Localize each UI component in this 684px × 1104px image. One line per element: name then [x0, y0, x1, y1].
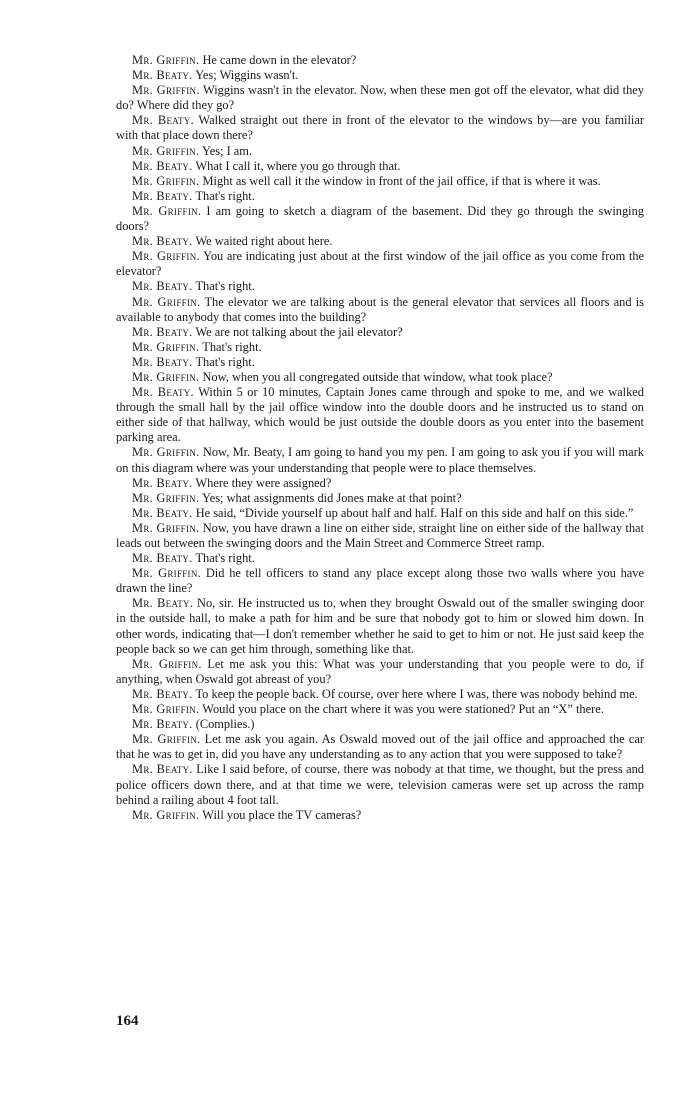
testimony-paragraph: [116, 506, 644, 521]
speech-text: That's right.: [195, 354, 255, 369]
testimony-paragraph: [116, 657, 644, 687]
speech-text: To keep the people back. Of course, over here where I was, there was nobody behind me.: [195, 686, 638, 701]
speech-text: That's right.: [202, 339, 262, 354]
speaker-label: Mr. Griffin.: [132, 294, 201, 309]
speaker-label: Mr. Beaty.: [132, 596, 194, 611]
speaker-label: Mr. Griffin.: [132, 369, 200, 384]
testimony-paragraph: [116, 53, 644, 68]
speech-text: Within 5 or 10 minutes, Captain Jones came through and spoke to me, and we walked through the small hall by the jail office window into the double doors and he instructed us to stand on either side of that hallway, which would be just outside the double doors as you enter into the basement parking area.: [116, 385, 644, 445]
testimony-paragraph: [116, 385, 644, 445]
speaker-label: Mr. Beaty.: [132, 475, 193, 490]
speaker-label: Mr. Griffin.: [132, 173, 200, 188]
speech-text: Would you place on the chart where it was you were stationed? Put an “X” there.: [202, 702, 604, 717]
testimony-paragraph: [116, 491, 644, 506]
testimony-paragraph: [116, 521, 644, 551]
testimony-paragraph: [116, 279, 644, 294]
speaker-label: Mr. Griffin.: [132, 656, 202, 671]
speaker-label: Mr. Beaty.: [132, 68, 193, 83]
speaker-label: Mr. Beaty.: [132, 158, 193, 173]
speaker-label: Mr. Beaty.: [132, 385, 194, 400]
testimony-paragraph: [116, 566, 644, 596]
speech-text: Might as well call it the window in front of the jail office, if that is where it was.: [202, 173, 601, 188]
testimony-paragraph: [116, 702, 644, 717]
speech-text: We waited right about here.: [195, 234, 333, 249]
speaker-label: Mr. Griffin.: [132, 520, 200, 535]
testimony-paragraph: [116, 295, 644, 325]
testimony-paragraph: [116, 234, 644, 249]
page-number: 164: [116, 1013, 139, 1029]
speaker-label: Mr. Griffin.: [132, 203, 202, 218]
testimony-paragraph: [116, 340, 644, 355]
speech-text: I am going to sketch a diagram of the basement. Did they go through the swinging doors?: [116, 203, 644, 234]
speaker-label: Mr. Griffin.: [132, 732, 201, 747]
speech-text: Let me ask you this: What was your understanding that you people were to do, if anything, when Oswald got abreast of you?: [116, 656, 644, 686]
testimony-paragraph: [116, 189, 644, 204]
testimony-paragraph: [116, 476, 644, 491]
speaker-label: Mr. Beaty.: [132, 551, 193, 566]
speech-text: What I call it, where you go through that.: [195, 158, 401, 173]
speaker-label: Mr. Beaty.: [132, 762, 193, 777]
speech-text: We are not talking about the jail elevator?: [195, 324, 403, 339]
speaker-label: Mr. Griffin.: [132, 807, 200, 822]
speech-text: He said, “Divide yourself up about half and half. Half on this side and half on this side.”: [195, 505, 634, 520]
testimony-paragraph: [116, 687, 644, 702]
speech-text: (Complies.): [195, 717, 255, 732]
testimony-paragraph: [116, 144, 644, 159]
testimony-paragraph: [116, 717, 644, 732]
speech-text: Where they were assigned?: [195, 475, 332, 490]
speech-text: Yes; I am.: [202, 143, 253, 158]
speaker-label: Mr. Beaty.: [132, 354, 193, 369]
speaker-label: Mr. Griffin.: [132, 83, 200, 98]
speaker-label: Mr. Beaty.: [132, 234, 193, 249]
speaker-label: Mr. Griffin.: [132, 143, 200, 158]
speech-text: Like I said before, of course, there was nobody at that time, we thought, but the press and police officers down there, and at that time we were, television cameras were set up across the ramp behind a railing about 4 foot tall.: [116, 762, 644, 807]
speech-text: Yes; what assignments did Jones make at that point?: [202, 490, 462, 505]
speech-text: He came down in the elevator?: [202, 53, 357, 67]
speech-text: Walked straight out there in front of the elevator to the windows by—are you familiar with that place down there?: [116, 113, 645, 143]
speech-text: No, sir. He instructed us to, when they brought Oswald out of the smaller swinging door in the outside hall, to make a path for him and be sure that nobody got to him or slowed him down. In other words, indicating that—I don't remember whether he said to get to him or not. He just said keep the people back so we can get him through, something like that.: [116, 596, 644, 656]
testimony-paragraph: [116, 808, 644, 823]
testimony-paragraph: [116, 325, 644, 340]
testimony-paragraph: [116, 355, 644, 370]
speech-text: Now, when you all congregated outside that window, what took place?: [202, 369, 553, 384]
speaker-label: Mr. Griffin.: [132, 339, 200, 354]
speech-text: That's right.: [195, 551, 255, 566]
speaker-label: Mr. Beaty.: [132, 686, 193, 701]
speaker-label: Mr. Beaty.: [132, 505, 193, 520]
speaker-label: Mr. Beaty.: [132, 188, 193, 203]
testimony-paragraph: [116, 174, 644, 189]
speech-text: You are indicating just about at the first window of the jail office as you come from the elevator?: [116, 249, 645, 279]
speaker-label: Mr. Griffin.: [132, 566, 202, 581]
speech-text: Now, Mr. Beaty, I am going to hand you my pen. I am going to ask you if you will mark on this diagram where was your understanding that people were to place themselves.: [116, 445, 644, 475]
testimony-paragraph: [116, 732, 644, 762]
speaker-label: Mr. Beaty.: [132, 324, 193, 339]
testimony-paragraph: [116, 113, 644, 143]
testimony-paragraph: [116, 762, 644, 807]
speech-text: That's right.: [195, 279, 255, 294]
speaker-label: Mr. Griffin.: [132, 702, 200, 717]
speaker-label: Mr. Griffin.: [132, 490, 200, 505]
speaker-label: Mr. Beaty.: [132, 279, 193, 294]
testimony-paragraph: [116, 596, 644, 656]
speaker-label: Mr. Beaty.: [132, 717, 193, 732]
testimony-paragraph: [116, 249, 644, 279]
speech-text: Wiggins wasn't in the elevator. Now, when these men got off the elevator, what did they do? Where did they go?: [116, 83, 644, 113]
speech-text: Yes; Wiggins wasn't.: [195, 68, 299, 83]
speech-text: That's right.: [195, 188, 255, 203]
testimony-paragraph: [116, 370, 644, 385]
speech-text: Now, you have drawn a line on either side, straight line on either side of the hallway that leads out between the swinging doors and the Main Street and Commerce Street ramp.: [116, 520, 644, 550]
speech-text: Will you place the TV cameras?: [202, 807, 362, 822]
speech-text: The elevator we are talking about is the general elevator that services all floors and is available to anybody that comes into the building?: [116, 294, 645, 324]
testimony-paragraph: [116, 159, 644, 174]
testimony-paragraph: [116, 204, 644, 234]
testimony-paragraph: [116, 83, 644, 113]
speaker-label: Mr. Griffin.: [132, 445, 200, 460]
testimony-text: [116, 53, 644, 823]
testimony-paragraph: [116, 445, 644, 475]
testimony-paragraph: [116, 551, 644, 566]
speech-text: Let me ask you again. As Oswald moved out of the jail office and approached the car that he was to get in, did you have any understanding as to any action that you were supposed to take?: [116, 732, 644, 762]
speaker-label: Mr. Griffin.: [132, 249, 200, 264]
speaker-label: Mr. Beaty.: [132, 113, 195, 128]
speaker-label: Mr. Griffin.: [132, 53, 200, 67]
testimony-paragraph: [116, 68, 644, 83]
speech-text: Did he tell officers to stand any place except along those two walls where you have drawn the line?: [116, 566, 644, 596]
